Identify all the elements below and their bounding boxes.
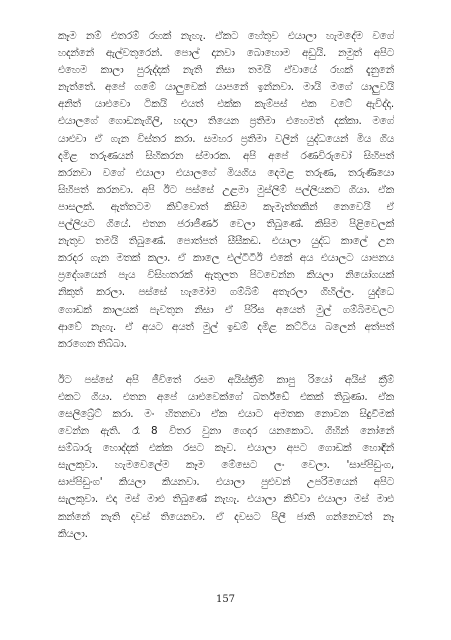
text-line: එයාලගේ ගොඩනැගිලි, හදලා තියෙන ප්‍රතිමා එහෙමත් දක්කා. මගේ: [58, 115, 394, 128]
body-paragraph-1: [58, 28, 394, 353]
text-line: පල්ලියට ගියේ. එතන ජරාජීර්ණ වෙලා තිබුණේ. කිසිම පිළිවෙලක්: [58, 218, 394, 231]
text-line: ප්‍රදේශයෙන් පැය විසිහතරක් ඇතුලත පිටවෙන්න කියලා නියෝගයක්: [58, 269, 394, 282]
text-line: යාළුවා ඒ ගැන විස්තර කරා. සමහර ප්‍රතිමා වලින් යුද්ධයෙන් මිය ගිය: [58, 132, 394, 145]
text-line: කරගෙන තිබ්බා.: [58, 337, 127, 350]
text-line: කියලා.: [58, 527, 88, 540]
text-line: සැලකුවා. හැමවෙලේම කෑම මේසෙට ලං වෙලා. 'සාප්පිඩුංග,: [58, 459, 394, 472]
text-line: නැතුව තමයි තිබුණේ. පොත්පත් සීසීකඩ. එයාලා යුද්ධ කාලේ උන: [58, 235, 394, 248]
text-line: නිකුත් කරලා. පස්සේ හැමෝම ගම්බිම් අතැරලා ගිහිල්ල. යුද්ධෙ: [58, 286, 394, 299]
text-line: කරදර ගැන මතක් කලා. ඒ කාලෙ එල්ටීටීඊ එකේ අය එයාලට යාපනය: [58, 252, 394, 265]
text-line: සිහිපත් කරනවා. අපි ඊට පස්සේ උළමා මුස්ලිම් පල්ලියකට ගියා. ඒක: [58, 183, 394, 196]
text-line: කරනවා වගේ එයාලා එයාලගේ මියගිය දෙමළ තරුණ, තරුණියො: [58, 166, 394, 179]
text-line: පාසලක්. ඇත්තටම කිව්වොත් කිසිම කැමැත්තකින් නෙවෙයි ඒ: [58, 200, 394, 213]
text-line: අනිත් යාළුවො ටිකයි එයත් එක්ක කැම්පස් එක වටේ ඇවිද්දා.: [58, 98, 394, 111]
text-line: කන්නේ නැති දවස් තියෙනවා. ඒ දවසට පිලී ජාති ගන්නෙවත් නෑ: [58, 510, 394, 523]
document-page: [58, 28, 394, 543]
text-line: නැත්තේ. අපේ ගමේ යාලුවෙක් යාපනේ ඉන්නවා. මායි මගේ යාලුවයි: [58, 81, 394, 94]
text-line: දමිළ තරුණයන් සිහිකරන ස්මාරක. අපි අපේ රණවිරුවෝ සිහිපත්: [58, 149, 394, 162]
page-number: 157: [215, 594, 236, 605]
text-line: ඊට පස්සේ අපි ජීවිතේ රසම අයිස්ක්‍රීම් කාපු රියෝ අයිස් ක්‍රීම්: [58, 373, 394, 386]
body-paragraph-2: [58, 372, 394, 543]
text-line: හදන්නේ ඇල්වතුරෙන්. පොල් දානවා බොහොම අඩුයි. නමුත් අපිට: [58, 47, 394, 60]
text-line: සාප්පිඩුංග' කියලා කියනවා. එයාලා පුළුවන් උපරිමයෙන් අපිට: [58, 476, 394, 489]
text-line: සැලකුවා. එදා මස් මාළු තිබුණේ නැහැ. එයාලා කිව්වා එයාලා මස් මාළු: [58, 493, 394, 506]
text-line: සෙලිබ්‍රේට් කරා. මං හිතනවා ඒක එයාට අමතක නොවන සිදුවීමක්: [58, 407, 394, 420]
text-line: කෑම නම් එතරම් රහක් නැහැ. ඒකට හේතුව එයාලා හැමදේම වගේ: [58, 30, 394, 42]
text-line: සම්බාරු හොද්දක් එක්ක රසට කෑව. එයාලා අපට ගොඩක් හොඳින්: [58, 442, 394, 455]
text-line: එහෙම කාලා පුරුද්දක් නැති නිසා තමයි ඒවායේ රහක් දැනුනේ: [58, 64, 394, 77]
text-line: ආවේ නැහැ. ඒ අයට අයත් මුල් ඉඩම් දමිළ කට්ටිය බලෙන් අත්පත්: [58, 320, 394, 333]
text-line: ගොඩක් කාලයක් පැවතුන නිසා ඒ පිරිස අයෙත් මුල් ගම්බිමවලට: [58, 303, 394, 316]
text-line: වෙන්න ඇති. රෑ 8 විතර වුනා ගෙදර යනකොට. ගිහින් නෝනේ: [58, 425, 394, 438]
text-line: එකට ගියා. එතන අපේ යාළුවෙක්ගේ බර්ත්ඩේ එකක් තිබුණා. ඒක: [58, 390, 394, 403]
